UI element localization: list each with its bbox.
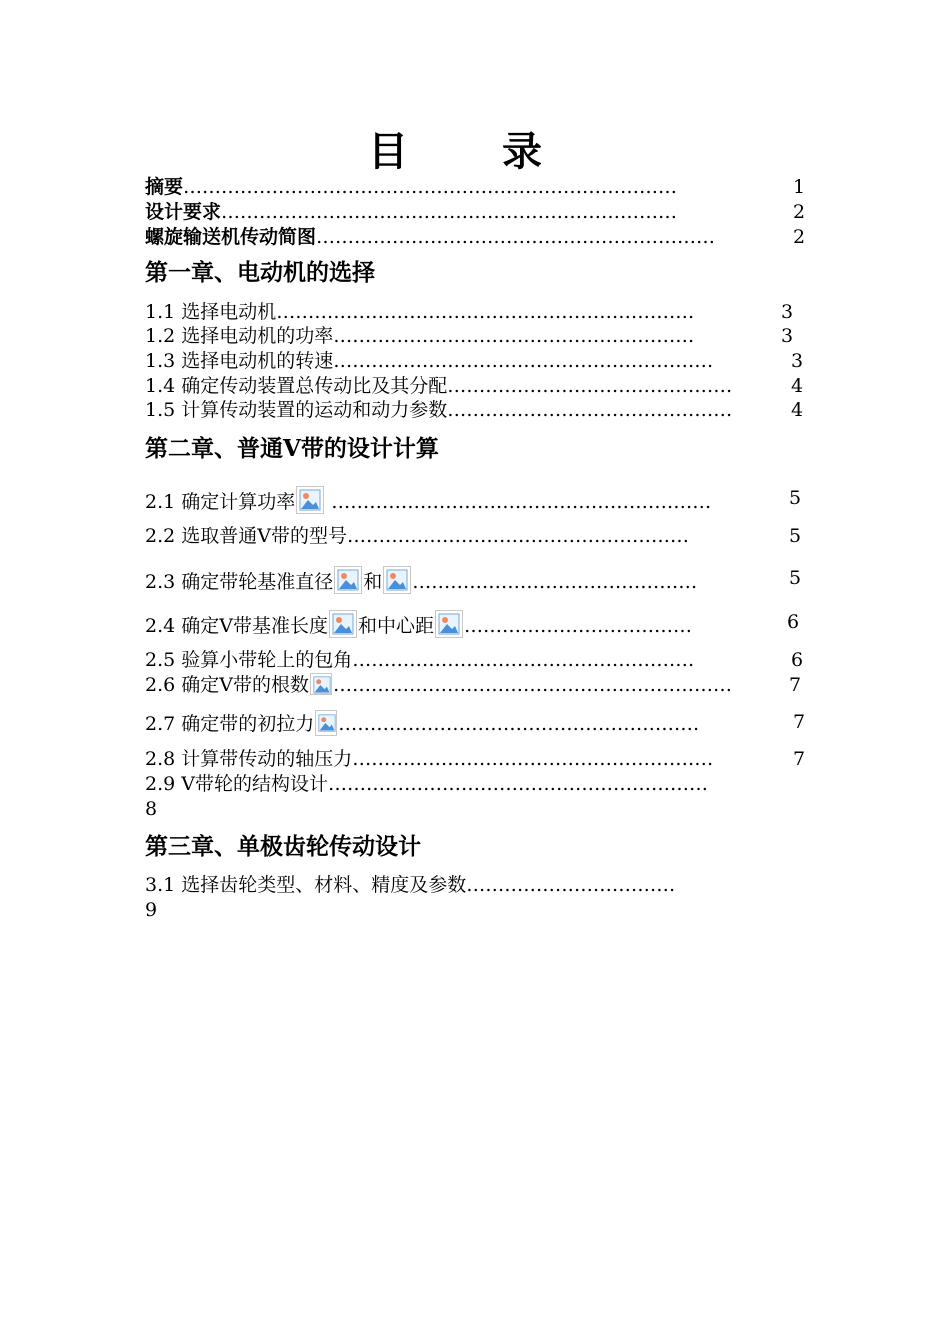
toc-entry-2-9-page: 8 <box>145 798 158 820</box>
chapter-1-heading[interactable]: 第一章、电动机的选择 <box>145 259 375 286</box>
formula-image-icon <box>334 566 362 594</box>
chapter-2-heading[interactable]: 第二章、普通V带的设计计算 <box>145 435 439 462</box>
toc-page: 目 录 摘要…………………………………………………………………… 1 设计要求……………………………………………………………… 2 螺旋输送机传动简图……………………………………………………… 2 第一章、电动机的选择 1.1 选择电动机………………………………………………………… 3 1.2 选择电动机的功率………………………………………………… 3 1.3 选择电动机的转速…………………………………………………… 3 1.4 确定传动装置总传动比及其分配……………………………………… 4 1.5 计算传动装置的运动和动力参数……………………………………… 4 第二章、普通V带的设计计算 2.1 确定计算功率 …………………………………………………… 5 2.2 选取普通V带的型号……………………………………………… 5 2.3 确定带轮基准直径 和 ……………………………………… 5 2.4 确定V带基准长度 和中心距 ……………………………… 6 2.5 验算小带轮上的包角……………………………………………… 6 2.6 确定V带的根数 ……………………………………………………… 7 2.7 确定带的初拉力 ………………………………………………… 7 2.8 计算带传动的轴压力………………………………………………… 7 2.9 V带轮的结构设计…………………………………………………… 8 第三章、单极齿轮传动设计 3.1 选择齿轮类型、材料、精度及参数…………………………… 9 <box>0 0 950 1344</box>
formula-image-icon <box>383 566 411 594</box>
toc-title: 目 录 <box>368 128 582 175</box>
formula-image-icon <box>310 673 332 695</box>
chapter-3-heading[interactable]: 第三章、单极齿轮传动设计 <box>145 833 421 860</box>
formula-image-icon <box>296 486 324 514</box>
formula-image-icon <box>315 710 337 736</box>
formula-image-icon <box>329 610 357 638</box>
toc-entry-3-1-page: 9 <box>145 899 158 921</box>
formula-image-icon <box>435 610 463 638</box>
